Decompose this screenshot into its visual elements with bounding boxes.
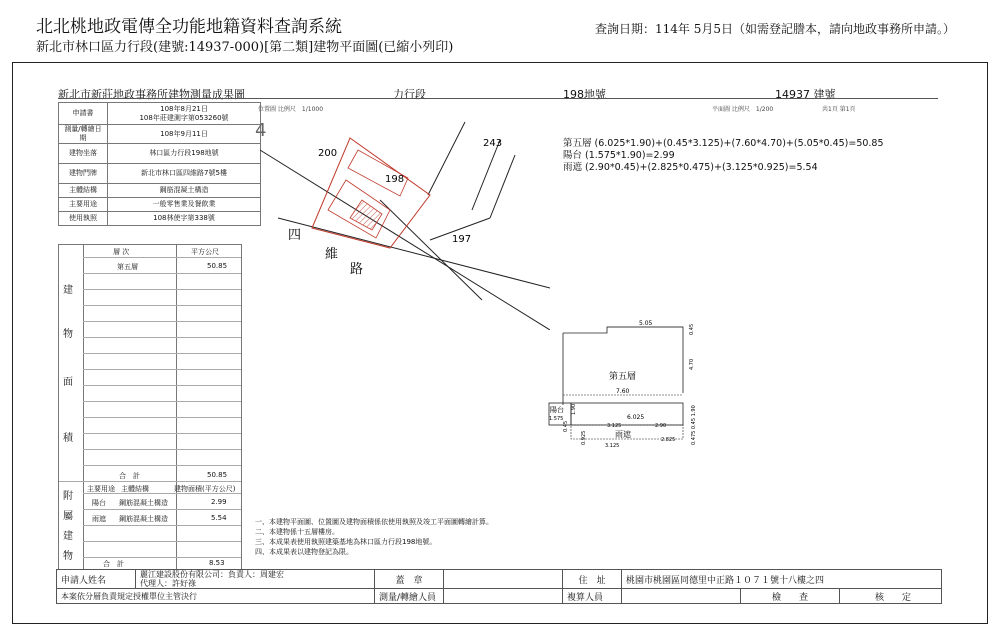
dim-label: 5.05 (639, 320, 653, 327)
info-label: 測量/轉繪日期 (59, 125, 108, 144)
footer-table (56, 569, 942, 604)
formula-line: 陽台 (1.575*1.90)=2.99 (563, 150, 675, 161)
area-formulas (563, 138, 884, 174)
lot-label-200: 200 (318, 148, 338, 159)
address-value: 桃園市桃園區同德里中正路１０７１號十八樓之四 (622, 570, 942, 589)
row-rule (83, 369, 241, 370)
note-line: 三、本成果表使用執照建築基地為林口區力行段198地號。 (255, 538, 437, 546)
side-label: 建 (63, 285, 73, 296)
info-value-line: 108年8月21日 (160, 104, 208, 113)
system-title: 北北桃地政電傳全功能地籍資料查詢系統 (36, 17, 342, 37)
area-table (58, 244, 242, 570)
floor-name: 第五層 (117, 263, 138, 271)
row-rule (59, 481, 241, 482)
row-rule (83, 449, 241, 450)
attach-area-header: 建物面積(平方公尺) (174, 485, 236, 493)
site-map (250, 100, 550, 330)
reviewer-label: 複算人員 (563, 589, 622, 604)
row-rule (83, 305, 241, 306)
dim-label: 4.70 (689, 358, 695, 370)
side-label: 附 (63, 491, 73, 502)
road-char: 四 (288, 228, 302, 243)
row-rule (83, 509, 241, 510)
dim-label: 0.45 (689, 323, 695, 335)
lot-boundary (380, 200, 482, 300)
note-line: 四、本成果表以建物登記為限。 (255, 548, 353, 556)
dim-label: 0.925 (581, 430, 587, 445)
floor-label: 第五層 (609, 372, 637, 382)
header-rule (58, 98, 938, 99)
side-label: 物 (63, 551, 73, 562)
lot-number: 198地號 (563, 88, 606, 101)
side-label: 積 (63, 433, 73, 444)
row-rule (83, 321, 241, 322)
info-label: 建物坐落 (59, 144, 108, 164)
row-rule (83, 353, 241, 354)
north-mark: 4 (255, 120, 267, 141)
site-scale: 位置圖 比例尺 1/1000 (258, 106, 324, 113)
dim-label: 2.90 (655, 423, 667, 429)
sum-value: 50.85 (207, 471, 228, 479)
lot-boundary (472, 138, 503, 210)
dim-label: 3.125 (605, 443, 620, 449)
row-rule (83, 493, 241, 494)
attach-use: 陽台 (92, 499, 106, 507)
info-value: 一般零售業及餐飲業 (108, 198, 261, 212)
lot-label-243: 243 (483, 138, 503, 149)
row-rule (83, 273, 241, 274)
document-subtitle: 新北市林口區力行段(建號:14937-000)[第二類]建物平面圖(已縮小列印) (36, 40, 454, 55)
formula-line: 第五層 (6.025*1.90)+(0.45*3.125)+(7.60*4.70)+(5.05*0.45)=50.85 (563, 138, 884, 149)
row-rule (83, 337, 241, 338)
dim-label: 0.475 0.45 1.90 (691, 405, 697, 445)
applicant-value (136, 570, 375, 589)
column-rule (83, 245, 84, 569)
office-title: 新北市新莊地政事務所建物測量成果圖 (58, 88, 245, 101)
canopy-label: 雨遮 (615, 430, 631, 439)
dim-label: 0.45 (563, 420, 569, 432)
dim-label: 2.825 (661, 437, 676, 443)
building-footprint (348, 150, 408, 196)
info-label: 建物門牌 (59, 164, 108, 184)
plan-scale: 平面圖 比例尺 1/200 (712, 106, 774, 113)
attach-struct: 鋼筋混凝土構造 (119, 515, 168, 523)
row-rule (83, 525, 241, 526)
total-label: 合 計 (103, 560, 124, 568)
info-value: 鋼筋混凝土構造 (108, 184, 261, 198)
section-name: 力行段 (393, 88, 426, 101)
road-char: 路 (350, 262, 364, 277)
note-line: 一、本建物平面圖、位置圖及建物面積係依使用執照及竣工平面圖轉繪計算。 (255, 518, 493, 526)
dim-label: 7.60 (616, 388, 630, 395)
info-label: 使用執照 (59, 212, 108, 226)
column-rule (176, 245, 177, 569)
approver-label: 核 定 (840, 589, 942, 604)
lot-boundary (490, 155, 515, 218)
sum-label: 合 計 (119, 472, 140, 480)
floor-outline (563, 327, 683, 393)
query-date: 查詢日期：114年 5月5日（如需登記謄本，請向地政事務所申請。） (595, 22, 955, 36)
info-label: 主要用途 (59, 198, 108, 212)
info-table (58, 102, 261, 226)
attach-area: 2.99 (211, 498, 227, 506)
checker-label: 檢 查 (741, 589, 840, 604)
reviewer-box (622, 589, 741, 604)
dim-label: 1.575 (549, 416, 564, 422)
dim-label: 6.025 (627, 414, 645, 421)
lot-label-198: 198 (385, 174, 405, 185)
floor-area: 50.85 (207, 262, 228, 270)
info-value: 108林使字第338號 (108, 212, 261, 226)
lot-boundary (428, 122, 465, 195)
notes (255, 517, 493, 557)
row-rule (83, 433, 241, 434)
road-char: 維 (325, 247, 339, 262)
building-number: 14937 建號 (775, 88, 836, 101)
attach-struct-header: 主體結構 (121, 485, 149, 493)
info-value-line: 108年莊建測字第053260號 (139, 113, 229, 122)
side-label: 面 (63, 377, 73, 388)
row-rule (83, 289, 241, 290)
row-rule (83, 465, 241, 466)
surveyor-box (444, 589, 563, 604)
balcony-label: 陽台 (550, 406, 564, 414)
attach-use: 雨遮 (92, 515, 106, 523)
attach-struct: 鋼筋混凝土構造 (119, 499, 168, 507)
attach-use-header: 主要用途 (87, 485, 115, 493)
address-label: 住 址 (563, 570, 622, 589)
row-rule (83, 385, 241, 386)
floor-column-header: 層 次 (113, 248, 130, 256)
floor-plan (535, 315, 715, 455)
side-label: 屬 (63, 511, 73, 522)
row-rule (83, 401, 241, 402)
seal-label: 蓋 章 (375, 570, 444, 589)
side-label: 建 (63, 531, 73, 542)
info-value: 108年9月11日 (108, 125, 261, 144)
info-label: 申請書 (59, 103, 108, 125)
row-rule (83, 257, 241, 258)
attach-area: 5.54 (211, 514, 227, 522)
info-value (108, 103, 261, 125)
formula-line: 雨遮 (2.90*0.45)+(2.825*0.475)+(3.125*0.925)=5.54 (563, 162, 818, 173)
dim-label: 1.90 (571, 403, 577, 415)
disclaimer: 本案依分層負責規定授權單位主管決行 (57, 589, 375, 604)
row-rule (83, 541, 241, 542)
row-rule (83, 557, 241, 558)
side-label: 物 (63, 329, 73, 340)
area-column-header: 平方公尺 (191, 248, 219, 256)
road-edge (278, 218, 550, 288)
info-value: 新北市林口區四維路7號5樓 (108, 164, 261, 184)
lot-label-197: 197 (452, 234, 472, 245)
total-value: 8.53 (209, 559, 225, 567)
applicant-line: 代理人：許好祿 (140, 579, 196, 588)
info-label: 主體結構 (59, 184, 108, 198)
dim-label: 3.125 (607, 423, 622, 429)
page-count: 共1頁 第1頁 (822, 106, 856, 113)
applicant-line: 麗江建設股份有限公司：負責人：周建宏 (140, 570, 284, 579)
seal-box (444, 570, 563, 589)
info-value: 林口區力行段198地號 (108, 144, 261, 164)
applicant-label: 申請人姓名 (57, 570, 136, 589)
surveyor-label: 測量/轉繪人員 (375, 589, 444, 604)
row-rule (83, 417, 241, 418)
note-line: 二、本建物係十五層樓房。 (255, 528, 339, 536)
